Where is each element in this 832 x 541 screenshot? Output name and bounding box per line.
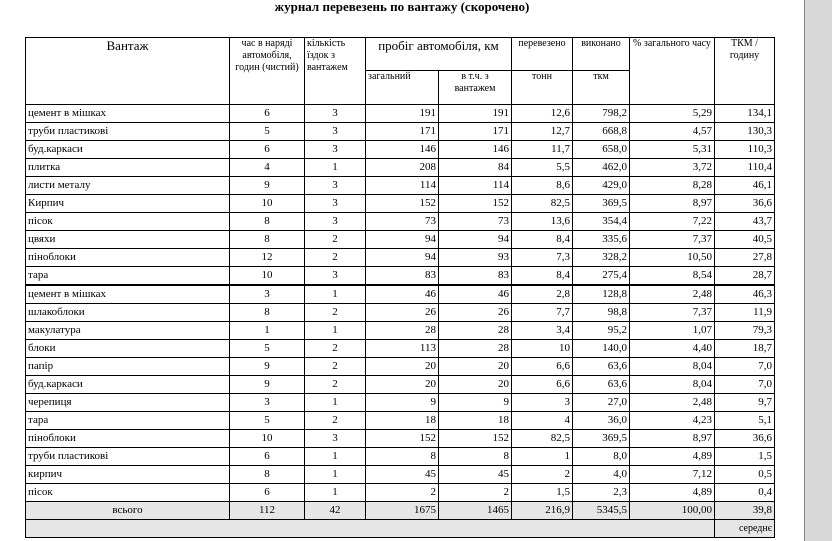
cell-hours: 6 — [230, 141, 305, 159]
cell-tons: 10 — [512, 340, 573, 358]
table-row — [26, 141, 775, 159]
table-row — [26, 484, 775, 502]
totals-tons: 216,9 — [512, 502, 573, 520]
cell-mileage-total: 113 — [366, 340, 439, 358]
cell-trips: 3 — [305, 213, 366, 231]
cell-cargo: піноблоки — [26, 249, 230, 267]
cell-tons: 6,6 — [512, 376, 573, 394]
cell-percent: 4,89 — [630, 484, 715, 502]
cell-cargo: кирпич — [26, 466, 230, 484]
cell-trips: 1 — [305, 448, 366, 466]
cell-cargo: плитка — [26, 159, 230, 177]
cell-mileage-loaded: 46 — [439, 285, 512, 304]
cell-cargo: цвяхи — [26, 231, 230, 249]
cell-percent: 8,97 — [630, 195, 715, 213]
cell-trips: 3 — [305, 267, 366, 286]
cell-mileage-loaded: 84 — [439, 159, 512, 177]
cell-hours: 10 — [230, 267, 305, 286]
header-performed: виконано — [573, 38, 630, 71]
cell-mileage-loaded: 18 — [439, 412, 512, 430]
cell-mileage-total: 2 — [366, 484, 439, 502]
window-gutter — [804, 0, 832, 541]
cell-trips: 3 — [305, 105, 366, 123]
totals-tkm: 5345,5 — [573, 502, 630, 520]
cell-tons: 7,7 — [512, 304, 573, 322]
cell-tons: 1,5 — [512, 484, 573, 502]
cell-trips: 3 — [305, 123, 366, 141]
cell-mileage-loaded: 146 — [439, 141, 512, 159]
cell-mileage-total: 26 — [366, 304, 439, 322]
cell-tons: 2 — [512, 466, 573, 484]
average-row — [26, 520, 775, 538]
cell-hours: 9 — [230, 358, 305, 376]
cell-cargo: Кирпич — [26, 195, 230, 213]
cell-percent: 4,89 — [630, 448, 715, 466]
cell-cargo: шлакоблоки — [26, 304, 230, 322]
cell-tons: 3,4 — [512, 322, 573, 340]
cell-mileage-total: 20 — [366, 358, 439, 376]
cell-trips: 3 — [305, 177, 366, 195]
cell-tkm: 462,0 — [573, 159, 630, 177]
cell-mileage-loaded: 45 — [439, 466, 512, 484]
totals-row — [26, 502, 775, 520]
cell-tkm: 4,0 — [573, 466, 630, 484]
cell-trips: 2 — [305, 304, 366, 322]
header-tons: тонн — [512, 71, 573, 105]
cell-percent: 8,97 — [630, 430, 715, 448]
cell-percent: 3,72 — [630, 159, 715, 177]
cell-tkm-per-hour: 0,5 — [715, 466, 775, 484]
cell-mileage-loaded: 93 — [439, 249, 512, 267]
table-row — [26, 394, 775, 412]
cell-tkm-per-hour: 43,7 — [715, 213, 775, 231]
cell-hours: 8 — [230, 304, 305, 322]
cell-mileage-total: 146 — [366, 141, 439, 159]
totals-trips: 42 — [305, 502, 366, 520]
cargo-journal-table — [25, 37, 775, 538]
cell-tons: 8,4 — [512, 231, 573, 249]
cell-tons: 82,5 — [512, 195, 573, 213]
cell-percent: 4,40 — [630, 340, 715, 358]
cell-mileage-loaded: 171 — [439, 123, 512, 141]
header-tkm: ткм — [573, 71, 630, 105]
cell-mileage-total: 28 — [366, 322, 439, 340]
cell-hours: 9 — [230, 376, 305, 394]
cell-tons: 1 — [512, 448, 573, 466]
cell-hours: 6 — [230, 484, 305, 502]
average-row-blank — [26, 520, 715, 538]
cell-tkm: 658,0 — [573, 141, 630, 159]
cell-cargo: тара — [26, 267, 230, 286]
header-tkm-per-hour: ТКМ /годину — [715, 38, 775, 105]
cell-tkm: 275,4 — [573, 267, 630, 286]
cell-tkm: 8,0 — [573, 448, 630, 466]
table-row — [26, 412, 775, 430]
cell-tkm: 335,6 — [573, 231, 630, 249]
cell-hours: 9 — [230, 177, 305, 195]
cell-percent: 7,37 — [630, 231, 715, 249]
cell-mileage-loaded: 152 — [439, 430, 512, 448]
header-hours: час в наряді автомобіля, годин (чистий) — [230, 38, 305, 105]
cell-tkm-per-hour: 110,3 — [715, 141, 775, 159]
cell-tkm-per-hour: 7,0 — [715, 376, 775, 394]
cell-tkm-per-hour: 110,4 — [715, 159, 775, 177]
cell-tons: 4 — [512, 412, 573, 430]
table-row — [26, 123, 775, 141]
cell-tkm-per-hour: 11,9 — [715, 304, 775, 322]
cell-percent: 1,07 — [630, 322, 715, 340]
cell-cargo: макулатура — [26, 322, 230, 340]
cell-percent: 4,57 — [630, 123, 715, 141]
cell-percent: 7,22 — [630, 213, 715, 231]
table-row — [26, 285, 775, 304]
cell-mileage-loaded: 94 — [439, 231, 512, 249]
cell-mileage-loaded: 9 — [439, 394, 512, 412]
cell-tkm-per-hour: 7,0 — [715, 358, 775, 376]
cell-hours: 3 — [230, 394, 305, 412]
cell-mileage-loaded: 152 — [439, 195, 512, 213]
cell-tkm-per-hour: 36,6 — [715, 195, 775, 213]
cell-tons: 8,6 — [512, 177, 573, 195]
cell-tkm: 63,6 — [573, 358, 630, 376]
cell-mileage-total: 45 — [366, 466, 439, 484]
cell-trips: 1 — [305, 466, 366, 484]
cell-mileage-loaded: 28 — [439, 322, 512, 340]
cell-tkm: 27,0 — [573, 394, 630, 412]
table-row — [26, 249, 775, 267]
page-title: журнал перевезень по вантажу (скорочено) — [274, 0, 530, 14]
cell-cargo: труби пластикові — [26, 123, 230, 141]
cell-percent: 7,12 — [630, 466, 715, 484]
table-row — [26, 267, 775, 286]
cell-hours: 6 — [230, 448, 305, 466]
header-trips: кількість їздок з вантажем — [305, 38, 366, 105]
cell-trips: 1 — [305, 285, 366, 304]
cell-mileage-loaded: 20 — [439, 376, 512, 394]
cell-tons: 5,5 — [512, 159, 573, 177]
cell-tons: 6,6 — [512, 358, 573, 376]
cell-percent: 8,28 — [630, 177, 715, 195]
cell-cargo: цемент в мішках — [26, 285, 230, 304]
header-transported: перевезено — [512, 38, 573, 71]
cell-tons: 2,8 — [512, 285, 573, 304]
cell-mileage-total: 46 — [366, 285, 439, 304]
cell-cargo: черепиця — [26, 394, 230, 412]
cell-hours: 10 — [230, 195, 305, 213]
cell-hours: 1 — [230, 322, 305, 340]
table-row — [26, 358, 775, 376]
cell-cargo: блоки — [26, 340, 230, 358]
cell-tkm-per-hour: 9,7 — [715, 394, 775, 412]
average-note: середнє — [715, 520, 775, 538]
cell-tkm-per-hour: 130,3 — [715, 123, 775, 141]
header-mileage-loaded: в т.ч. з вантажем — [439, 71, 512, 105]
table-row — [26, 448, 775, 466]
cell-tkm-per-hour: 27,8 — [715, 249, 775, 267]
cell-trips: 2 — [305, 412, 366, 430]
cell-tkm: 36,0 — [573, 412, 630, 430]
cell-percent: 8,54 — [630, 267, 715, 286]
cell-cargo: піноблоки — [26, 430, 230, 448]
cell-trips: 2 — [305, 249, 366, 267]
cell-mileage-total: 114 — [366, 177, 439, 195]
cell-trips: 1 — [305, 159, 366, 177]
cell-hours: 8 — [230, 213, 305, 231]
totals-mileage-total: 1675 — [366, 502, 439, 520]
table-row — [26, 159, 775, 177]
cell-tkm-per-hour: 0,4 — [715, 484, 775, 502]
table-row — [26, 105, 775, 123]
cell-mileage-total: 9 — [366, 394, 439, 412]
cell-trips: 3 — [305, 195, 366, 213]
table-row — [26, 213, 775, 231]
cell-cargo: буд.каркаси — [26, 141, 230, 159]
cell-cargo: цемент в мішках — [26, 105, 230, 123]
cell-mileage-loaded: 8 — [439, 448, 512, 466]
cell-hours: 5 — [230, 412, 305, 430]
cell-tkm: 98,8 — [573, 304, 630, 322]
cell-mileage-total: 8 — [366, 448, 439, 466]
totals-tkm-per-hour: 39,8 — [715, 502, 775, 520]
cell-cargo: труби пластикові — [26, 448, 230, 466]
cell-hours: 8 — [230, 231, 305, 249]
cell-tons: 82,5 — [512, 430, 573, 448]
cell-mileage-loaded: 83 — [439, 267, 512, 286]
table-row — [26, 430, 775, 448]
totals-label: всього — [26, 502, 230, 520]
cell-tkm: 369,5 — [573, 430, 630, 448]
cell-cargo: буд.каркаси — [26, 376, 230, 394]
cell-tkm: 369,5 — [573, 195, 630, 213]
cell-mileage-loaded: 28 — [439, 340, 512, 358]
cell-cargo: тара — [26, 412, 230, 430]
cell-tkm: 95,2 — [573, 322, 630, 340]
cell-tons: 12,6 — [512, 105, 573, 123]
cell-hours: 8 — [230, 466, 305, 484]
cell-hours: 10 — [230, 430, 305, 448]
cell-mileage-loaded: 20 — [439, 358, 512, 376]
cell-trips: 2 — [305, 231, 366, 249]
cell-mileage-total: 191 — [366, 105, 439, 123]
cell-mileage-loaded: 73 — [439, 213, 512, 231]
table-row — [26, 304, 775, 322]
cell-mileage-loaded: 114 — [439, 177, 512, 195]
cell-tkm-per-hour: 40,5 — [715, 231, 775, 249]
cell-trips: 1 — [305, 484, 366, 502]
cell-tkm: 140,0 — [573, 340, 630, 358]
cell-tkm: 2,3 — [573, 484, 630, 502]
cell-mileage-total: 208 — [366, 159, 439, 177]
cell-tons: 8,4 — [512, 267, 573, 286]
cell-mileage-loaded: 26 — [439, 304, 512, 322]
table-row — [26, 177, 775, 195]
cell-tkm: 128,8 — [573, 285, 630, 304]
cell-cargo: пісок — [26, 484, 230, 502]
cell-tkm: 328,2 — [573, 249, 630, 267]
page-edge-divider — [804, 0, 805, 541]
cell-tons: 7,3 — [512, 249, 573, 267]
cell-mileage-total: 152 — [366, 430, 439, 448]
cell-tkm-per-hour: 46,1 — [715, 177, 775, 195]
cell-hours: 12 — [230, 249, 305, 267]
table-row — [26, 466, 775, 484]
cell-mileage-total: 20 — [366, 376, 439, 394]
cell-tkm-per-hour: 46,3 — [715, 285, 775, 304]
cell-percent: 4,23 — [630, 412, 715, 430]
cell-tkm: 354,4 — [573, 213, 630, 231]
cell-hours: 4 — [230, 159, 305, 177]
cell-percent: 8,04 — [630, 376, 715, 394]
cell-tons: 12,7 — [512, 123, 573, 141]
totals-hours: 112 — [230, 502, 305, 520]
cell-tkm-per-hour: 18,7 — [715, 340, 775, 358]
cell-cargo: листи металу — [26, 177, 230, 195]
cell-tkm: 798,2 — [573, 105, 630, 123]
cell-tkm-per-hour: 1,5 — [715, 448, 775, 466]
cell-mileage-loaded: 2 — [439, 484, 512, 502]
table-row — [26, 322, 775, 340]
cell-cargo: папір — [26, 358, 230, 376]
cell-mileage-total: 94 — [366, 249, 439, 267]
cell-hours: 6 — [230, 105, 305, 123]
cell-tkm-per-hour: 36,6 — [715, 430, 775, 448]
cell-trips: 3 — [305, 141, 366, 159]
header-mileage: пробіг автомобіля, км — [366, 38, 512, 71]
table-row — [26, 376, 775, 394]
cell-mileage-total: 83 — [366, 267, 439, 286]
cell-percent: 8,04 — [630, 358, 715, 376]
cell-cargo: пісок — [26, 213, 230, 231]
header-cargo: Вантаж — [26, 38, 230, 105]
cell-trips: 1 — [305, 322, 366, 340]
cell-tkm-per-hour: 79,3 — [715, 322, 775, 340]
cell-percent: 10,50 — [630, 249, 715, 267]
cell-hours: 5 — [230, 340, 305, 358]
cell-trips: 2 — [305, 340, 366, 358]
cell-tkm-per-hour: 5,1 — [715, 412, 775, 430]
cell-trips: 2 — [305, 376, 366, 394]
cell-trips: 2 — [305, 358, 366, 376]
header-percent-time: % загального часу — [630, 38, 715, 105]
cell-mileage-loaded: 191 — [439, 105, 512, 123]
cell-tons: 11,7 — [512, 141, 573, 159]
cell-percent: 5,29 — [630, 105, 715, 123]
cell-trips: 1 — [305, 394, 366, 412]
cell-mileage-total: 18 — [366, 412, 439, 430]
cell-mileage-total: 73 — [366, 213, 439, 231]
cell-mileage-total: 152 — [366, 195, 439, 213]
cell-trips: 3 — [305, 430, 366, 448]
cell-mileage-total: 94 — [366, 231, 439, 249]
table-row — [26, 195, 775, 213]
cell-hours: 5 — [230, 123, 305, 141]
cell-tons: 13,6 — [512, 213, 573, 231]
cell-percent: 2,48 — [630, 285, 715, 304]
cell-tkm: 63,6 — [573, 376, 630, 394]
table-row — [26, 231, 775, 249]
cell-tkm: 668,8 — [573, 123, 630, 141]
cell-tkm-per-hour: 28,7 — [715, 267, 775, 286]
cell-tkm: 429,0 — [573, 177, 630, 195]
totals-mileage-loaded: 1465 — [439, 502, 512, 520]
table-row — [26, 340, 775, 358]
cell-percent: 5,31 — [630, 141, 715, 159]
cell-hours: 3 — [230, 285, 305, 304]
cell-mileage-total: 171 — [366, 123, 439, 141]
cell-tkm-per-hour: 134,1 — [715, 105, 775, 123]
cell-tons: 3 — [512, 394, 573, 412]
cell-percent: 7,37 — [630, 304, 715, 322]
header-mileage-total: загальний — [366, 71, 439, 105]
cell-percent: 2,48 — [630, 394, 715, 412]
totals-percent: 100,00 — [630, 502, 715, 520]
